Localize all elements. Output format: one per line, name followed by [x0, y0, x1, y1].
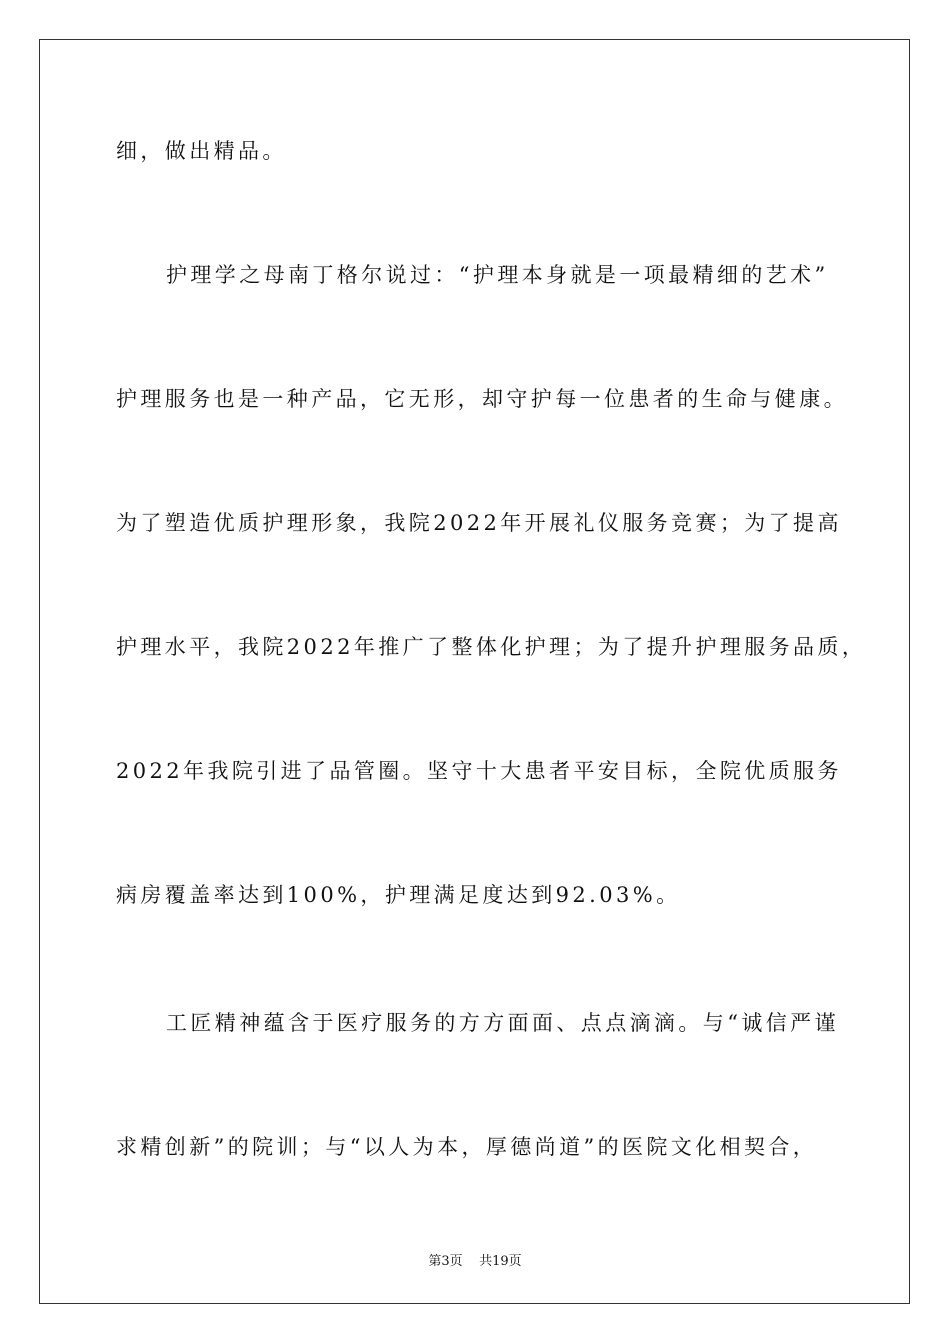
text-line-1: 细，做出精品。 [116, 139, 287, 163]
page-number-footer: 第3页 共19页 [428, 1254, 522, 1269]
text-line-4: 为了塑造优质护理形象，我院2022年开展礼仪服务竞赛；为了提高 [116, 511, 842, 535]
text-line-7: 病房覆盖率达到100%，护理满足度达到92.03%。 [116, 883, 681, 907]
text-line-5: 护理水平，我院2022年推广了整体化护理；为了提升护理服务品质， [116, 635, 867, 659]
text-line-9: 求精创新”的院训；与“以人为本，厚德尚道”的医院文化相契合， [116, 1135, 818, 1159]
text-line-3: 护理服务也是一种产品，它无形，却守护每一位患者的生命与健康。 [116, 387, 848, 411]
text-line-8: 工匠精神蕴含于医疗服务的方方面面、点点滴滴。与“诚信严谨 [166, 1011, 839, 1035]
text-line-6: 2022年我院引进了品管圈。坚守十大患者平安目标，全院优质服务 [116, 759, 842, 783]
page-border [39, 39, 910, 1304]
text-line-2: 护理学之母南丁格尔说过：“护理本身就是一项最精细的艺术” [166, 263, 829, 287]
